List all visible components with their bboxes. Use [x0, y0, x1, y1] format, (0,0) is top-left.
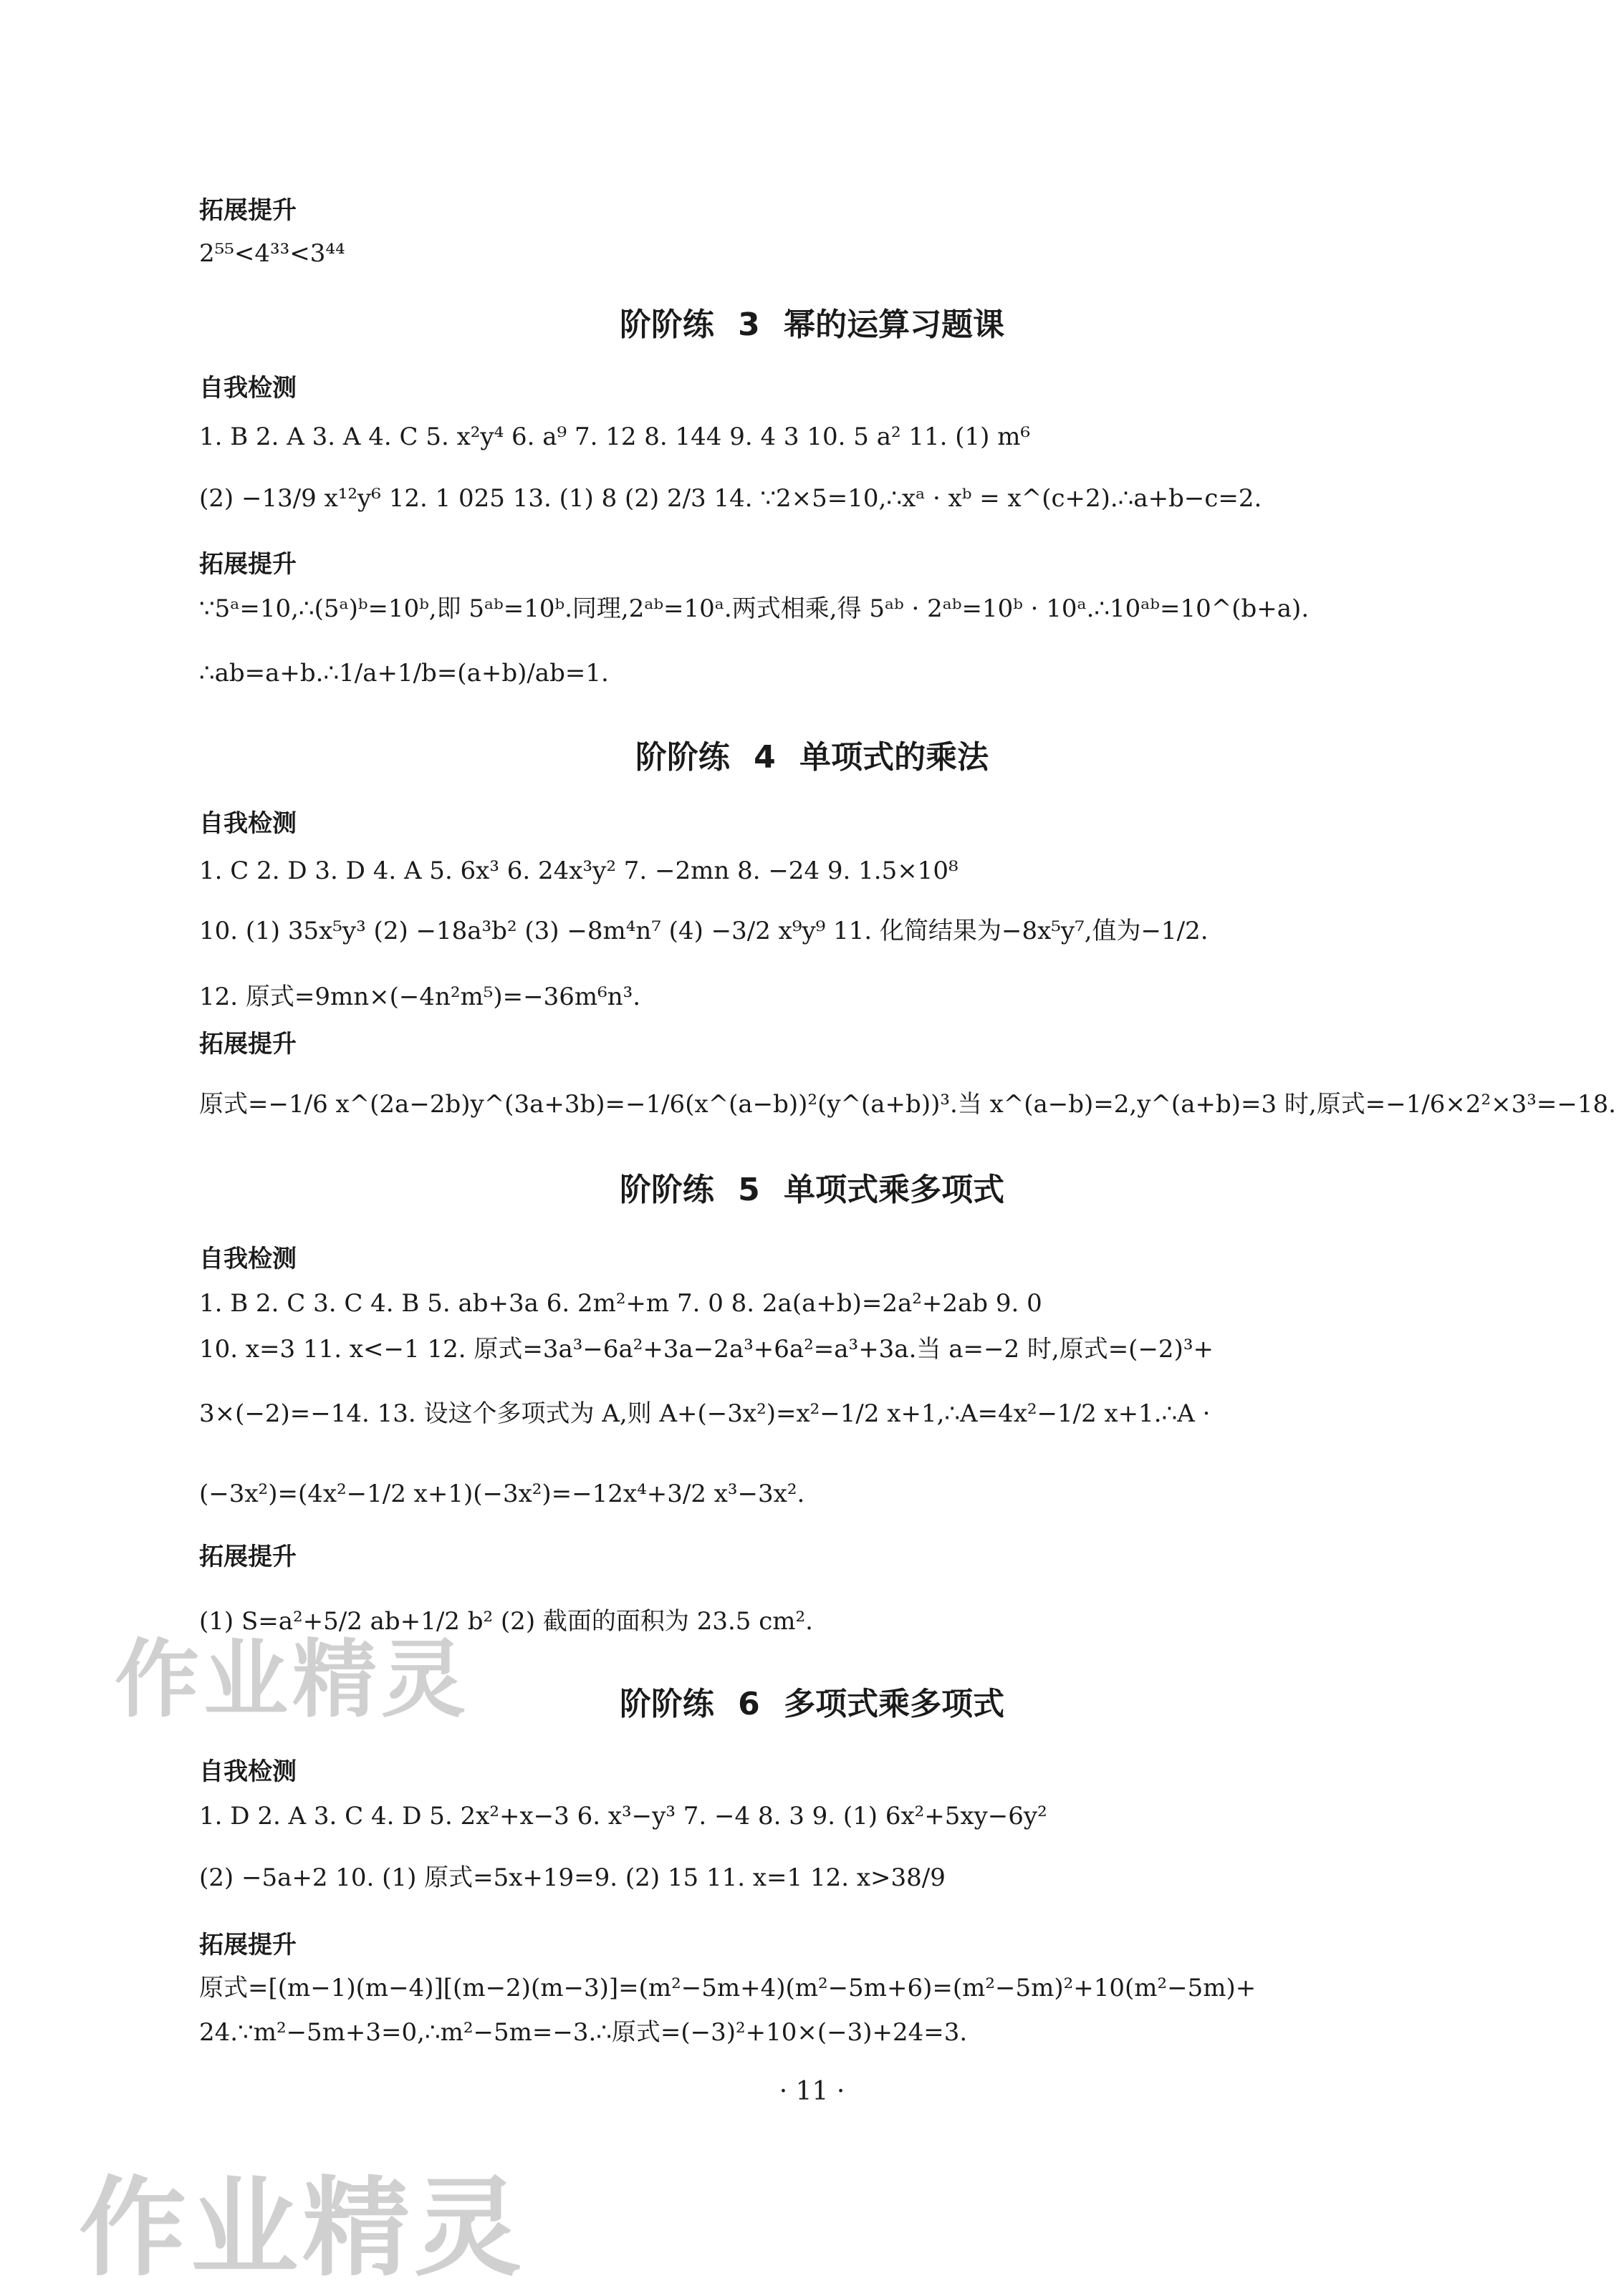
answer-line: 原式=−1/6 x^(2a−2b)y^(3a+3b)=−1/6(x^(a−b))²(y^(a+b))³.当 x^(a−b)=2,y^(a+b)=3 时,原式=−1/6×2²×3³=−18. [199, 1090, 1616, 1119]
answer-line: ∴ab=a+b.∴1/a+1/b=(a+b)/ab=1. [199, 659, 609, 688]
answer-line: 1. D 2. A 3. C 4. D 5. 2x²+x−3 6. x³−y³ 7. −4 8. 3 9. (1) 6x²+5xy−6y² [199, 1802, 1047, 1830]
answer-line: 1. C 2. D 3. D 4. A 5. 6x³ 6. 24x³y² 7. −2mn 8. −24 9. 1.5×10⁸ [199, 857, 958, 885]
page-number: · 11 · [779, 2077, 845, 2106]
answer-line: (1) S=a²+5/2 ab+1/2 b² (2) 截面的面积为 23.5 cm². [199, 1607, 813, 1636]
section-subheading: 自我检测 [199, 374, 297, 402]
answer-line: 2⁵⁵<4³³<3⁴⁴ [199, 239, 345, 268]
section-subheading: 自我检测 [199, 1245, 297, 1273]
answer-line: 3×(−2)=−14. 13. 设这个多项式为 A,则 A+(−3x²)=x²−1/2 x+1,∴A=4x²−1/2 x+1.∴A · [199, 1399, 1211, 1428]
section-title: 阶阶练 3 幂的运算习题课 [619, 307, 1005, 343]
section-subheading: 拓展提升 [199, 1931, 297, 1959]
watermark: 作业精灵 [79, 2166, 527, 2291]
answer-line: (2) −5a+2 10. (1) 原式=5x+19=9. (2) 15 11. x=1 12. x>38/9 [199, 1863, 946, 1892]
section-title: 阶阶练 4 单项式的乘法 [635, 739, 989, 776]
answer-line: (−3x²)=(4x²−1/2 x+1)(−3x²)=−12x⁴+3/2 x³−3x². [199, 1480, 805, 1508]
answer-line: 12. 原式=9mn×(−4n²m⁵)=−36m⁶n³. [199, 983, 641, 1011]
answer-line: ∵5ᵃ=10,∴(5ᵃ)ᵇ=10ᵇ,即 5ᵃᵇ=10ᵇ.同理,2ᵃᵇ=10ᵃ.两式相乘,得 5ᵃᵇ · 2ᵃᵇ=10ᵇ · 10ᵃ.∴10ᵃᵇ=10^(b+a). [199, 594, 1310, 623]
watermark: 作业精灵 [115, 1630, 471, 1729]
answer-line: 10. (1) 35x⁵y³ (2) −18a³b² (3) −8m⁴n⁷ (4) −3/2 x⁹y⁹ 11. 化简结果为−8x⁵y⁷,值为−1/2. [199, 917, 1209, 945]
section-subheading: 自我检测 [199, 809, 297, 838]
answer-line: 24.∵m²−5m+3=0,∴m²−5m=−3.∴原式=(−3)²+10×(−3)+24=3. [199, 2018, 968, 2047]
section-subheading: 拓展提升 [199, 550, 297, 579]
section-subheading: 自我检测 [199, 1757, 297, 1786]
section-title: 阶阶练 6 多项式乘多项式 [619, 1686, 1005, 1722]
answer-line: 1. B 2. A 3. A 4. C 5. x²y⁴ 6. a⁹ 7. 12 8. 144 9. 4 3 10. 5 a² 11. (1) m⁶ [199, 423, 1031, 451]
answer-line: 1. B 2. C 3. C 4. B 5. ab+3a 6. 2m²+m 7. 0 8. 2a(a+b)=2a²+2ab 9. 0 [199, 1289, 1042, 1318]
answer-line: 原式=[(m−1)(m−4)][(m−2)(m−3)]=(m²−5m+4)(m²−5m+6)=(m²−5m)²+10(m²−5m)+ [199, 1974, 1257, 2002]
section-subheading: 拓展提升 [199, 1030, 297, 1058]
answer-line: 10. x=3 11. x<−1 12. 原式=3a³−6a²+3a−2a³+6a²=a³+3a.当 a=−2 时,原式=(−2)³+ [199, 1335, 1214, 1364]
section-subheading: 拓展提升 [199, 1543, 297, 1571]
section-subheading: 拓展提升 [199, 196, 297, 225]
answer-line: (2) −13/9 x¹²y⁶ 12. 1 025 13. (1) 8 (2) 2/3 14. ∵2×5=10,∴xᵃ · xᵇ = x^(c+2).∴a+b−c=2. [199, 484, 1262, 513]
section-title: 阶阶练 5 单项式乘多项式 [619, 1172, 1005, 1208]
